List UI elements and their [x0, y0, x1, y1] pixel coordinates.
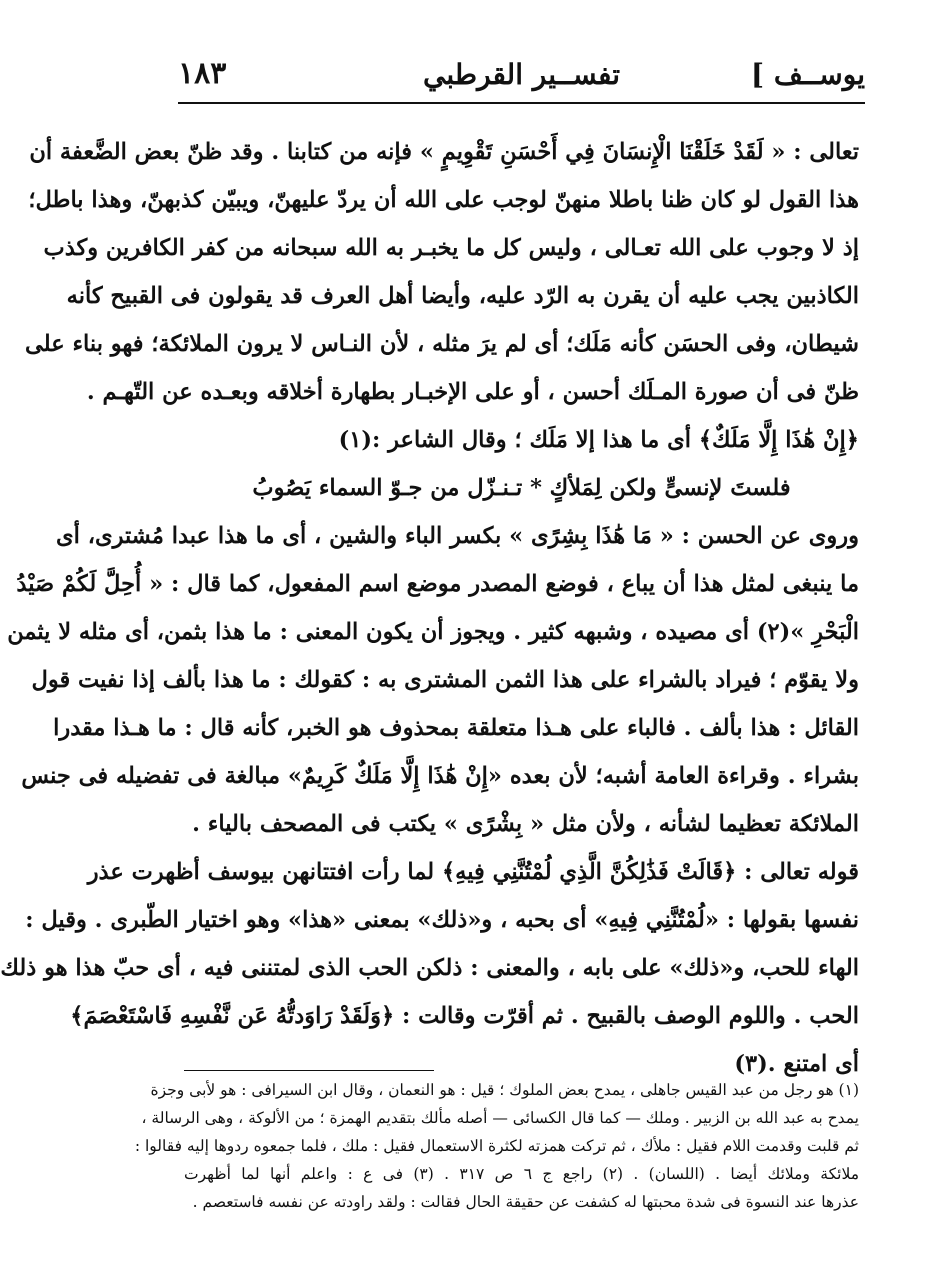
footnote-line: (١) هو رجل من عبد القيس جاهلى ، يمدح بعض الملوك ؛ قيل : هو النعمان ، وقال ابن السيرافى : هو لأبى وجزة	[150, 1081, 859, 1099]
text-line: إذ لا وجوب على الله تعـالى ، وليس كل ما يخبـر به الله سبحانه من كفر الكافرين وكذب	[43, 235, 859, 261]
text-line: الكاذبين يجب عليه أن يقرن به الرّد عليه، وأيضا أهل العرف قد يقولون فى القبيح كأنه	[66, 283, 859, 309]
text-line: قوله تعالى : ﴿قَالَتْ فَذَٰلِكُنَّ الَّذِي لُمْتُنَّنِي فِيهِ﴾ لما رأت افتتانهن بيوسف أظهرت عذر	[87, 859, 859, 885]
text-line: الْبَحْرِ »(٢) أى مصيده ، وشبهه كثير . ويجوز أن يكون المعنى : ما هذا بثمن، أى مثله لا يثمن	[7, 619, 859, 645]
text-line: ما ينبغى لمثل هذا أن يباع ، فوضع المصدر موضع اسم المفعول، كما قال : « أُحِلَّ لَكُمْ صَيْدُ	[16, 571, 859, 597]
text-line: ولا يقوّم ؛ فيراد بالشراء على هذا الثمن المشترى به : كقولك : ما هذا بألف إذا نفيت قول	[31, 667, 859, 693]
text-line: بشراء . وقراءة العامة أشبه؛ لأن بعده «إِنْ هَٰذَا إِلَّا مَلَكٌ كَرِيمٌ» مبالغة فى تفضيله فى جنس	[21, 763, 859, 789]
text-line: الهاء للحب، و«ذلك» على بابه ، والمعنى : ذلكن الحب الذى لمتننى فيه ، أى حبّ هذا هو ذلك	[0, 955, 859, 981]
page-number: ١٨٣	[178, 56, 227, 91]
text-line: ﴿إِنْ هَٰذَا إِلَّا مَلَكٌ﴾ أى ما هذا إلا مَلَك ؛ وقال الشاعر :(١)	[338, 427, 859, 453]
text-line: وروى عن الحسن : « مَا هَٰذَا بِشِرًى » بكسر الباء والشين ، أى ما هذا عبدا مُشترى، أى	[56, 523, 859, 549]
page-header	[178, 52, 865, 104]
text-line: ظنّ فى أن صورة المـلَك أحسن ، أو على الإخبـار بطهارة أخلاقه وبعـده عن التّهـم .	[86, 379, 859, 405]
text-line: نفسها بقولها : «لُمْتُنَّنِي فِيهِ» أى بحبه ، و«ذلك» بمعنى «هذا» وهو اختيار الطّبرى . وقيل :	[25, 907, 859, 933]
footnote-separator	[184, 1070, 434, 1071]
footnote-line: ثم قلبت وقدمت اللام فقيل : ملأك ، ثم تركت همزته لكثرة الاستعمال فقيل : ملك ، فلما جمعوه ردوها إليه فقالوا :	[134, 1137, 859, 1155]
text-line: الملائكة تعظيما لشأنه ، ولأن مثل « بِشْرًى » يكتب فى المصحف بالياء .	[192, 811, 859, 837]
text-line: الحب . واللوم الوصف بالقبيح . ثم أقرّت وقالت : ﴿وَلَقَدْ رَاوَدتُّهُ عَن نَّفْسِهِ فَاسْتَعْصَمَ﴾	[70, 1003, 859, 1029]
footnote-line: عذرها عند النسوة فى شدة محبتها له كشفت عن حقيقة الحال فقالت : ولقد راودته عن نفسه فاستعصم .	[192, 1193, 859, 1211]
text-line: أى امتنع .(٣)	[734, 1051, 859, 1077]
surah-title: يوســف ]	[750, 58, 865, 91]
text-line: القائل : هذا بألف . فالباء على هـذا متعلقة بمحذوف هو الخبر، كأنه قال : ما هـذا مقدرا	[53, 715, 859, 741]
footnotes	[134, 1076, 859, 1216]
main-text	[0, 128, 859, 1088]
footnote-line: ملائكة وملائك أيضا . (اللسان) . (٢) راجع ج ٦ ص ٣١٧ . (٣) فى ع : واعلم أنها لما أظهرت	[184, 1165, 859, 1183]
footnote-line: يمدح به عبد الله بن الزبير . وملك — كما قال الكسائى — أصله مألك بتقديم الهمزة ؛ من الألوكة ، وهى الرسالة ،	[141, 1109, 859, 1127]
book-title: تفســير القرطبي	[423, 58, 620, 91]
text-line: هذا القول لو كان ظنا باطلا منهنّ لوجب على الله أن يردّ عليهنّ، ويبيّن كذبهنّ، وهذا باطل؛	[28, 187, 859, 213]
text-line: شيطان، وفى الحسَن كأنه مَلَك؛ أى لم يرَ مثله ، لأن النـاس لا يرون الملائكة؛ فهو بناء على	[25, 331, 859, 357]
text-line: تعالى : « لَقَدْ خَلَقْنَا الْإِنسَانَ فِي أَحْسَنِ تَقْوِيمٍ » فإنه من كتابنا . وقد ظنّ بعض الضَّعفة أن	[29, 139, 859, 165]
poetry-verse: فلستَ لإنسىٍّ ولكن لِمَلأكٍ * تـنـزّل من جـوّ السماء يَصُوبُ	[252, 475, 791, 501]
